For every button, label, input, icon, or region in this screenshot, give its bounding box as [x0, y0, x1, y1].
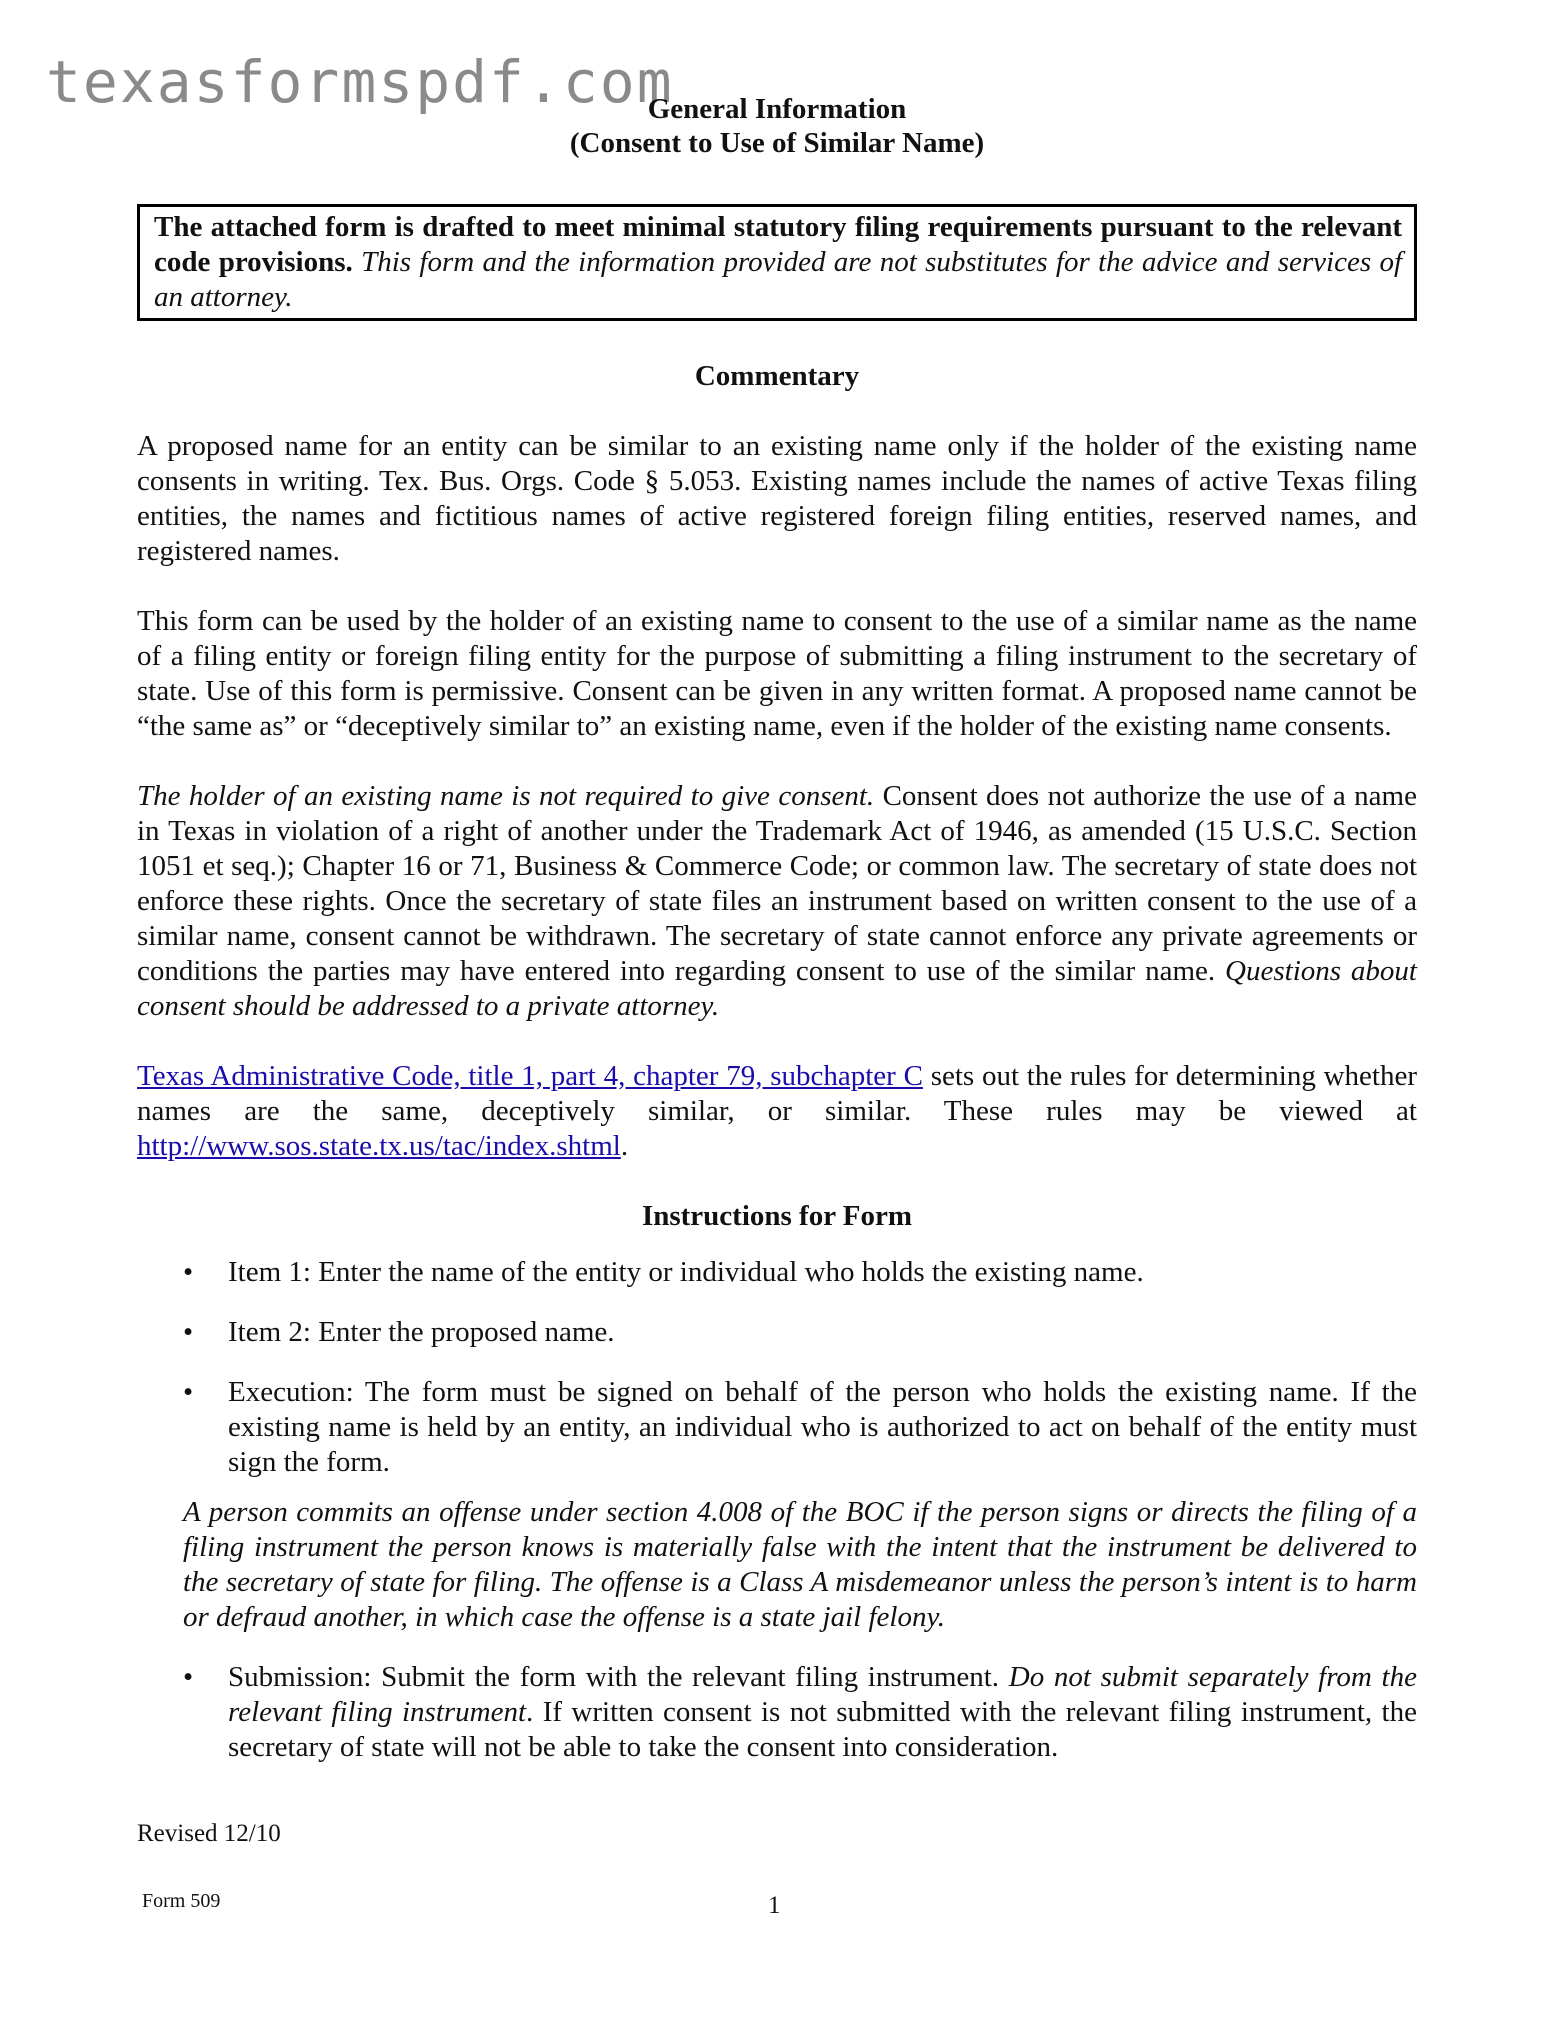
- list-item: [137, 1315, 1417, 1350]
- page-header: [137, 92, 1417, 160]
- bullet-icon: •: [183, 1316, 194, 1348]
- rules-body-text: sets out the rules for determining whether names are the same, deceptively similar, or similar. These rules may be viewed at: [137, 1060, 1417, 1127]
- period-text: .: [620, 1130, 629, 1162]
- disclaimer-bold-text: The attached form is drafted to meet minimal statutory filing requirements pursuant to the relevant code provisions.: [154, 211, 1402, 278]
- page-subtitle: (Consent to Use of Similar Name): [569, 127, 985, 159]
- offense-warning: A person commits an offense under section 4.008 of the BOC if the person signs or directs the filing of a filing instrument the person knows is materially false with the intent that the instrument be delivered to the secretary of state for filing. The offense is a Class A misdemeanor unless the person’s intent is to harm or defraud another, in which case the offense is a state jail felony.: [183, 1496, 1417, 1633]
- instructions-heading: Instructions for Form: [641, 1200, 913, 1232]
- bullet-icon: •: [183, 1376, 194, 1408]
- list-item: [137, 1660, 1417, 1765]
- sos-tac-url-link[interactable]: http://www.sos.state.tx.us/tac/index.shtml: [137, 1130, 621, 1162]
- list-item: [137, 1255, 1417, 1290]
- commentary-paragraph-2: This form can be used by the holder of an existing name to consent to the use of a similar name as the name of a filing entity or foreign filing entity for the purpose of submitting a filing instrument to the secretary of state. Use of this form is permissive. Consent can be given in any written format. A proposed name cannot be “the same as” or “deceptively similar to” an existing name, even if the holder of the existing name consents.: [137, 605, 1417, 742]
- disclaimer-box: [137, 204, 1417, 321]
- list-item: [137, 1375, 1417, 1480]
- commentary-paragraph-1: A proposed name for an entity can be similar to an existing name only if the holder of the existing name consents in writing. Tex. Bus. Orgs. Code § 5.053. Existing names include the names of active Texas filing entities, the names and fictitious names of active registered foreign filing entities, reserved names, and registered names.: [137, 430, 1417, 567]
- item2-text: Item 2: Enter the proposed name.: [228, 1316, 615, 1348]
- watermark: texasformspdf.com: [46, 48, 674, 116]
- page-title: General Information: [647, 93, 907, 125]
- execution-text: Execution: The form must be signed on behalf of the person who holds the existing name. If the existing name is held by an entity, an individual who is authorized to act on behalf of the entity must sign the form.: [228, 1376, 1417, 1478]
- submission-text-start: Submission: Submit the form with the relevant filing instrument.: [228, 1661, 1009, 1693]
- document-page: [137, 92, 1417, 1790]
- bullet-icon: •: [183, 1661, 194, 1693]
- commentary-heading: Commentary: [694, 360, 860, 392]
- consent-body-text: Consent does not authorize the use of a name in Texas in violation of a right of another under the Trademark Act of 1946, as amended (15 U.S.C. Section 1051 et seq.); Chapter 16 or 71, Business & Commerce Code; or common law. The secretary of state does not enforce these rights. Once the secretary of state files an instrument based on written consent to the use of a similar name, consent cannot be withdrawn. The secretary of state cannot enforce any private agreements or conditions the parties may have entered into regarding consent to use of the similar name.: [137, 780, 1417, 987]
- revision-date: Revised 12/10: [137, 1820, 281, 1847]
- consent-attorney-text: Questions about consent should be addressed to a private attorney.: [137, 955, 1417, 1022]
- submission-italic-text: Do not submit separately from the relevant filing instrument: [228, 1661, 1417, 1728]
- item1-text: Item 1: Enter the name of the entity or individual who holds the existing name.: [228, 1256, 1144, 1288]
- commentary-paragraph-3: [137, 779, 1417, 1024]
- consent-not-required-text: The holder of an existing name is not required to give consent.: [137, 780, 875, 812]
- page-number: 1: [768, 1892, 781, 1919]
- bullet-icon: •: [183, 1256, 194, 1288]
- instructions-list: [137, 1255, 1417, 1480]
- commentary-paragraph-4: [137, 1059, 1417, 1164]
- submission-list: [137, 1660, 1417, 1765]
- form-number: Form 509: [142, 1890, 221, 1912]
- disclaimer-italic-text: This form and the information provided are not substitutes for the advice and services of an attorney.: [154, 246, 1403, 313]
- tac-rules-link[interactable]: Texas Administrative Code, title 1, part 4, chapter 79, subchapter C: [137, 1060, 923, 1092]
- submission-text-end: . If written consent is not submitted with the relevant filing instrument, the secretary of state will not be able to take the consent into consideration.: [228, 1696, 1417, 1763]
